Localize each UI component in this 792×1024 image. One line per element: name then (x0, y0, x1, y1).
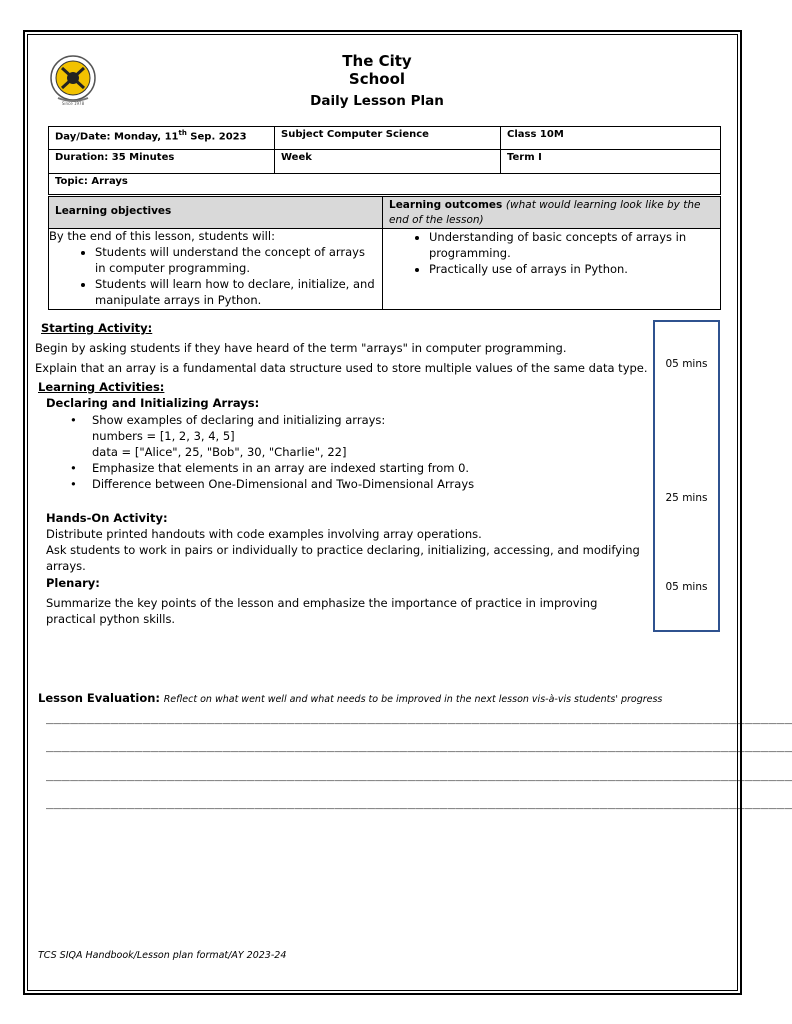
table-row (49, 174, 721, 195)
table-row (49, 127, 721, 150)
code-example-1: numbers = [1, 2, 3, 4, 5] (92, 429, 235, 443)
evaluation-label: Lesson Evaluation: (38, 691, 161, 705)
evaluation-note: Reflect on what went well and what needs to be improved in the next lesson vis-à-vis students' progress (163, 694, 663, 705)
starting-line-1: Begin by asking students if they have heard of the term "arrays" in computer programming. (35, 341, 567, 355)
objectives-intro: By the end of this lesson, students will: (49, 229, 275, 243)
handson-line-1: Distribute printed handouts with code examples involving array operations. (46, 527, 482, 541)
code-example-2: data = ["Alice", 25, "Bob", 30, "Charlie", 22] (92, 445, 347, 459)
list-item: • Students will learn how to declare, initialize, and manipulate arrays in Python. (95, 276, 378, 308)
list-item: • Understanding of basic concepts of arrays in programming. (429, 229, 716, 261)
objectives-table (48, 196, 721, 310)
evaluation-line: _____________________________________________________________________________________________ (46, 738, 792, 753)
table-row (49, 150, 721, 174)
evaluation-line: _____________________________________________________________________________________________ (46, 767, 792, 782)
handson-line-2: Ask students to work in pairs or individually to practice declaring, initializing, accessing, and modifying arrays. (46, 543, 640, 573)
time-learning: 25 mins (665, 492, 708, 504)
lesson-evaluation (38, 691, 662, 705)
footer-text: TCS SIQA Handbook/Lesson plan format/AY 2023-24 (38, 950, 287, 961)
topic-cell: Topic: Arrays (49, 174, 721, 195)
bullet-dot: • (70, 477, 77, 491)
page-title: Daily Lesson Plan (310, 93, 444, 109)
outcomes-cell (383, 229, 721, 310)
learning-activities-heading: Learning Activities: (38, 380, 165, 394)
table-row (49, 197, 721, 229)
week-cell: Week (275, 150, 501, 174)
bullet-dot: • (70, 413, 77, 427)
handson-heading: Hands-On Activity: (46, 511, 168, 525)
list-item: Difference between One-Dimensional and Two-Dimensional Arrays (92, 477, 475, 491)
list-item: Emphasize that elements in an array are indexed starting from 0. (92, 461, 470, 475)
list-item: Show examples of declaring and initializing arrays: (92, 413, 386, 427)
term-cell: Term I (501, 150, 721, 174)
school-name-line1: The City (342, 52, 412, 70)
outcomes-list (383, 229, 716, 277)
starting-line-2: Explain that an array is a fundamental data structure used to store multiple values of the same data type. (35, 361, 648, 375)
time-starting: 05 mins (665, 358, 708, 370)
class-cell: Class 10M (501, 127, 721, 150)
time-plenary: 05 mins (665, 581, 708, 593)
table-row (49, 229, 721, 310)
objectives-cell (49, 229, 383, 310)
evaluation-line: _____________________________________________________________________________________________ (46, 795, 792, 810)
list-item: • Students will understand the concept of arrays in computer programming. (95, 244, 378, 276)
info-table (48, 126, 721, 195)
evaluation-line: _____________________________________________________________________________________________ (46, 710, 792, 725)
plenary-heading: Plenary: (46, 576, 100, 590)
school-name-line2: School (348, 70, 406, 88)
duration-cell: Duration: 35 Minutes (49, 150, 275, 174)
objectives-header: Learning objectives (49, 197, 383, 229)
subject-cell: Subject Computer Science (275, 127, 501, 150)
outcomes-header: Learning outcomes (what would learning look like by the end of the lesson) (383, 197, 721, 229)
starting-activity-heading: Starting Activity: (41, 321, 153, 335)
daydate-cell: Day/Date: Monday, 11th Sep. 2023 (49, 127, 275, 150)
plenary-text: Summarize the key points of the lesson and emphasize the importance of practice in improving practical python skills. (46, 596, 598, 626)
objectives-list (49, 244, 378, 308)
declaring-heading: Declaring and Initializing Arrays: (46, 396, 260, 410)
bullet-dot: • (70, 461, 77, 475)
list-item: • Practically use of arrays in Python. (429, 261, 716, 277)
svg-text:Since 1978: Since 1978 (61, 101, 85, 106)
